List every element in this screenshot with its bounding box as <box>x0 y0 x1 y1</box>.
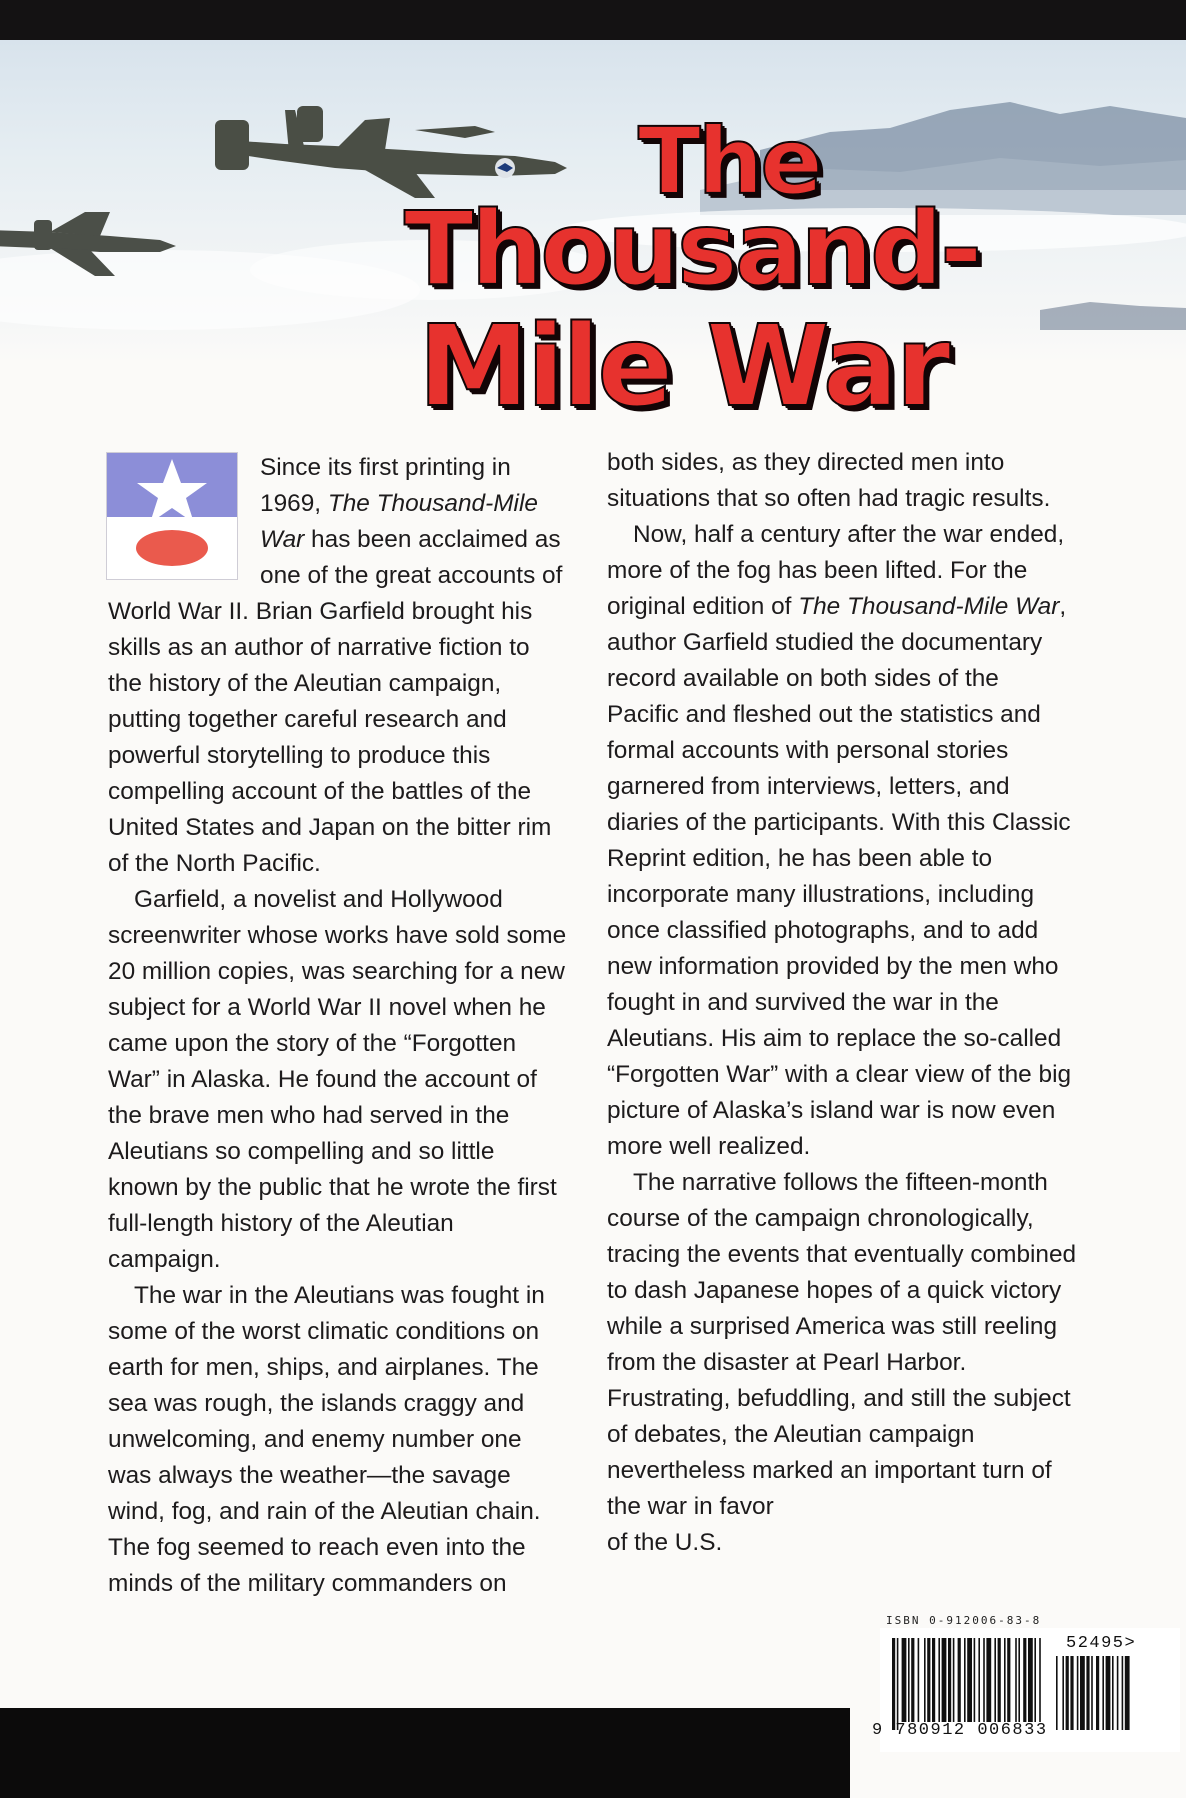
barcode-addon-digits: 52495> <box>1066 1634 1137 1653</box>
paragraph: Since its first printing in 1969, The Thousand-Mile War has been acclaimed as one of the great accounts of World War II. Brian Garfield brought his skills as an author of narrative fiction to the history of the Aleutian campaign, putting together careful research and powerful storytelling to produce this compelling account of the battles of the United States and Japan on the bitter rim of the North Pacific. <box>108 454 563 877</box>
body-column-right <box>607 445 1077 1561</box>
bomber-plane-icon <box>215 106 567 198</box>
title-line-1: The <box>638 108 820 215</box>
paragraph: The narrative follows the fifteen-month course of the campaign chronologically, tracing the events that eventually combined to dash Japanese hopes of a quick victory while a surprised America was still reeling from the disaster at Pearl Harbor. Frustrating, befuddling, and still the subject of debates, the Aleutian campaign nevertheless marked an important turn of the war in favor <box>607 1169 1077 1520</box>
bottom-border <box>0 1708 850 1798</box>
title-line-3: Mile War <box>418 302 948 432</box>
isbn-label: ISBN 0-912006-83-8 <box>886 1614 1042 1627</box>
paragraph: Now, half a century after the war ended, more of the fog has been lifted. For the original edition of The Thousand-Mile War, author Garfield studied the documentary record available on both sides of the Pacific and fleshed out the statistics and formal accounts with personal stories garnered from interviews, letters, and diaries of the participants. With this Classic Reprint edition, he has been able to incorporate many illustrations, including once classified photographs, and to add new information provided by the men who fought in and survived the war in the Aleutians. His aim to replace the so-called “Forgotten War” with a clear view of the big picture of Alaska’s island war is now even more well realized. <box>607 521 1072 1160</box>
paragraph: of the U.S. <box>607 1529 723 1556</box>
cover-illustration <box>0 40 1186 432</box>
paragraph: Garfield, a novelist and Hollywood screenwriter whose works have sold some 20 million copies, was searching for a new subject for a World War II novel when he came upon the story of the “Forgotten War” in Alaska. He found the account of the brave men who had served in the Aleutians so compelling and so little known by the public that he wrote the first full-length history of the Aleutian campaign. <box>108 886 567 1273</box>
title-line-2: Thousand- <box>404 190 980 309</box>
body-column-left <box>108 450 570 1602</box>
ean-digits: 9 780912 006833 <box>872 1721 1048 1740</box>
paragraph: The war in the Aleutians was fought in some of the worst climatic conditions on earth for men, ships, and airplanes. The sea was rough, the islands craggy and unwelcoming, and enemy number one was always the weather—the savage wind, fog, and rain of the Aleutian chain. The fog seemed to reach even into the minds of the military commanders on <box>108 1282 545 1597</box>
paragraph: both sides, as they directed men into situations that so often had tragic results. <box>607 449 1051 512</box>
top-border <box>0 0 1186 40</box>
